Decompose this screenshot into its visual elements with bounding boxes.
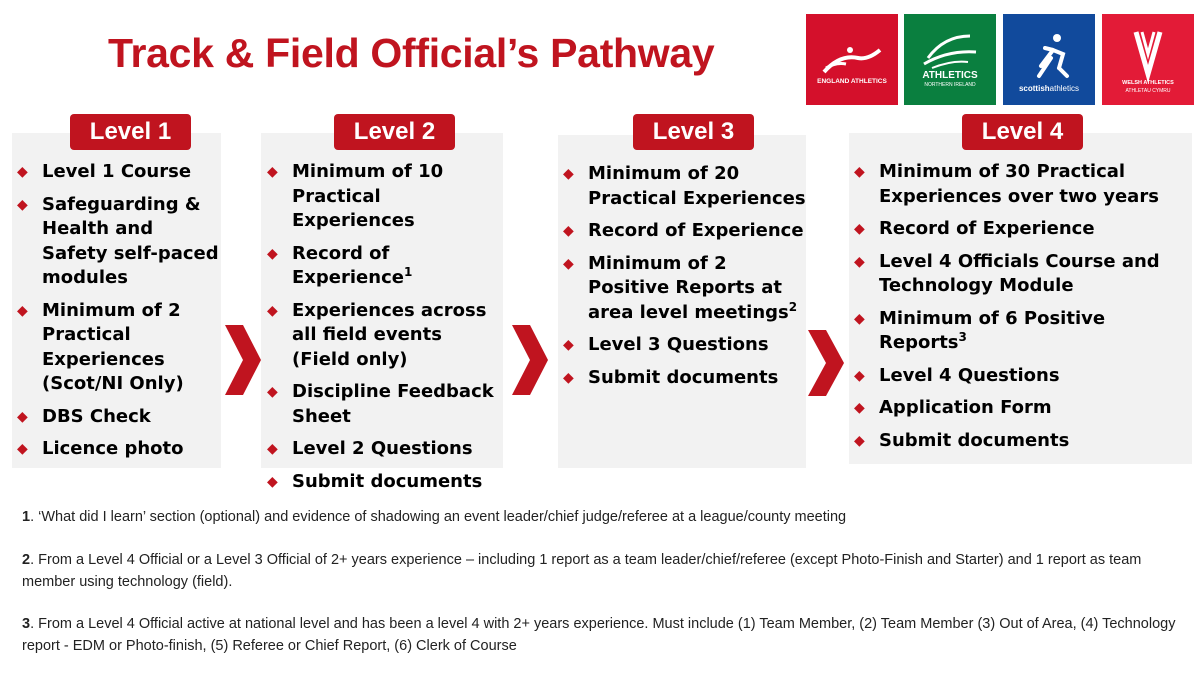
diamond-bullet-icon: ◆ <box>267 302 278 319</box>
chevron-right-icon <box>808 330 844 396</box>
level-4-badge: Level 4 <box>962 114 1083 150</box>
footnote-3: 3. From a Level 4 Official active at national level and has been a level 4 with 2+ years experience. Must include (1) Team Member, (2) Team Member (3) Out of Area, (4) Technology report - EDM or Photo-finish, (5) Referee or Chief Report, (6) Clerk of Course <box>22 616 1176 654</box>
swoosh-icon <box>904 14 996 105</box>
level-3-badge: Level 3 <box>633 114 754 150</box>
list-item: ◆ Level 4 Questions <box>849 364 1192 389</box>
athletics-ni-text: ATHLETICS <box>922 70 978 81</box>
welsh-athletics-logo <box>1102 14 1194 105</box>
list-item: ◆ Safeguarding & Health and Safety self-paced modules <box>17 193 219 288</box>
footnote-ref: 2 <box>788 299 798 314</box>
list-item: ◆ Minimum of 20 Practical Experiences <box>563 163 806 209</box>
runner-icon <box>806 14 898 105</box>
level-3-requirements <box>558 162 806 398</box>
list-item: ◆ Minimum of 6 Positive Reports$^3$ <box>854 307 1106 353</box>
diamond-bullet-icon: ◆ <box>854 367 865 384</box>
list-item: ◆ Submit documents <box>849 429 1192 454</box>
england-athletics-logo <box>806 14 898 105</box>
chevron-right-icon <box>225 325 261 395</box>
footnote-1: 1. ‘What did I learn’ section (optional) and evidence of shadowing an event leader/chief judge/referee at a league/county meeting <box>22 509 847 525</box>
level-4-requirements <box>849 160 1192 461</box>
chevron-right-icon <box>512 325 548 395</box>
list-item: ◆ Minimum of 2 Practical Experiences (Scot/NI Only) <box>17 299 184 394</box>
list-item: ◆ Minimum of 2 Positive Reports at area level meetings$^2$ <box>563 252 798 323</box>
england-athletics-text: ENGLAND ATHLETICS <box>817 78 887 85</box>
diamond-bullet-icon: ◆ <box>854 400 865 416</box>
page-title: Track & Field Official’s Pathway <box>108 30 715 76</box>
diamond-bullet-icon: ◆ <box>563 166 574 182</box>
list-item: ◆ Submit documents <box>262 470 504 495</box>
diamond-bullet-icon: ◆ <box>267 473 278 490</box>
diamond-bullet-icon: ◆ <box>854 164 865 180</box>
diamond-bullet-icon: ◆ <box>854 253 865 270</box>
footnote-2: 2. From a Level 4 Official or a Level 3 Official of 2+ years experience – including 1 report as a team leader/chief/referee (except Photo-Finish and Starter) and 1 report as team member using technology (field). <box>22 552 1142 590</box>
list-item: ◆ Discipline Feedback Sheet <box>267 381 494 427</box>
list-item: ◆ Minimum of 10 Practical Experiences <box>267 161 444 231</box>
list-item: ◆ Submit documents <box>558 366 806 391</box>
athletics-ni-logo <box>904 14 996 105</box>
northern-ireland-text: NORTHERN IRELAND <box>924 82 976 88</box>
diamond-bullet-icon: ◆ <box>854 432 865 449</box>
scottish-athletics-text: scottishathletics <box>1018 84 1080 93</box>
list-item: ◆ Record of Experience <box>849 217 1192 242</box>
footnote-ref: 3 <box>958 330 967 344</box>
level-2-requirements <box>262 160 504 502</box>
list-item: ◆ Level 1 Course <box>12 160 222 185</box>
diamond-bullet-icon: ◆ <box>17 408 28 425</box>
list-item: ◆ DBS Check <box>12 405 222 430</box>
welsh-athletics-text: WELSH ATHLETICS <box>1122 80 1174 86</box>
list-item: ◆ Level 4 Officials Course and Technology Module <box>854 250 1160 296</box>
footnote-ref: 1 <box>403 265 413 279</box>
list-item: ◆ Record of Experience$^1$ <box>267 242 413 288</box>
diamond-bullet-icon: ◆ <box>17 164 28 180</box>
diamond-bullet-icon: ◆ <box>854 310 865 327</box>
scottish-athletics-logo <box>1003 14 1095 105</box>
diamond-bullet-icon: ◆ <box>563 223 574 239</box>
diamond-bullet-icon: ◆ <box>17 441 28 457</box>
list-item: ◆ Experiences across all field events (Field only) <box>267 299 487 370</box>
level-2-badge: Level 2 <box>334 114 455 150</box>
athletau-cymru-text: ATHLETAU CYMRU <box>1125 88 1171 94</box>
diamond-bullet-icon: ◆ <box>267 164 278 180</box>
diamond-bullet-icon: ◆ <box>17 302 28 319</box>
diamond-bullet-icon: ◆ <box>267 441 278 457</box>
diamond-bullet-icon: ◆ <box>267 384 278 400</box>
diamond-bullet-icon: ◆ <box>267 245 278 262</box>
level-1-badge: Level 1 <box>70 114 191 150</box>
diamond-bullet-icon: ◆ <box>563 255 574 272</box>
list-item: ◆ Level 3 Questions <box>558 333 806 358</box>
diamond-bullet-icon: ◆ <box>17 196 28 213</box>
list-item: ◆ Minimum of 30 Practical Experiences over two years <box>854 161 1159 207</box>
diamond-bullet-icon: ◆ <box>563 337 574 353</box>
diamond-bullet-icon: ◆ <box>563 369 574 386</box>
list-item: ◆ Level 2 Questions <box>262 437 504 462</box>
list-item: ◆ Application Form <box>849 396 1192 421</box>
level-1-requirements <box>12 160 222 470</box>
list-item: ◆ Record of Experience <box>558 219 806 244</box>
list-item: ◆ Licence photo <box>12 437 222 462</box>
diamond-bullet-icon: ◆ <box>854 221 865 237</box>
